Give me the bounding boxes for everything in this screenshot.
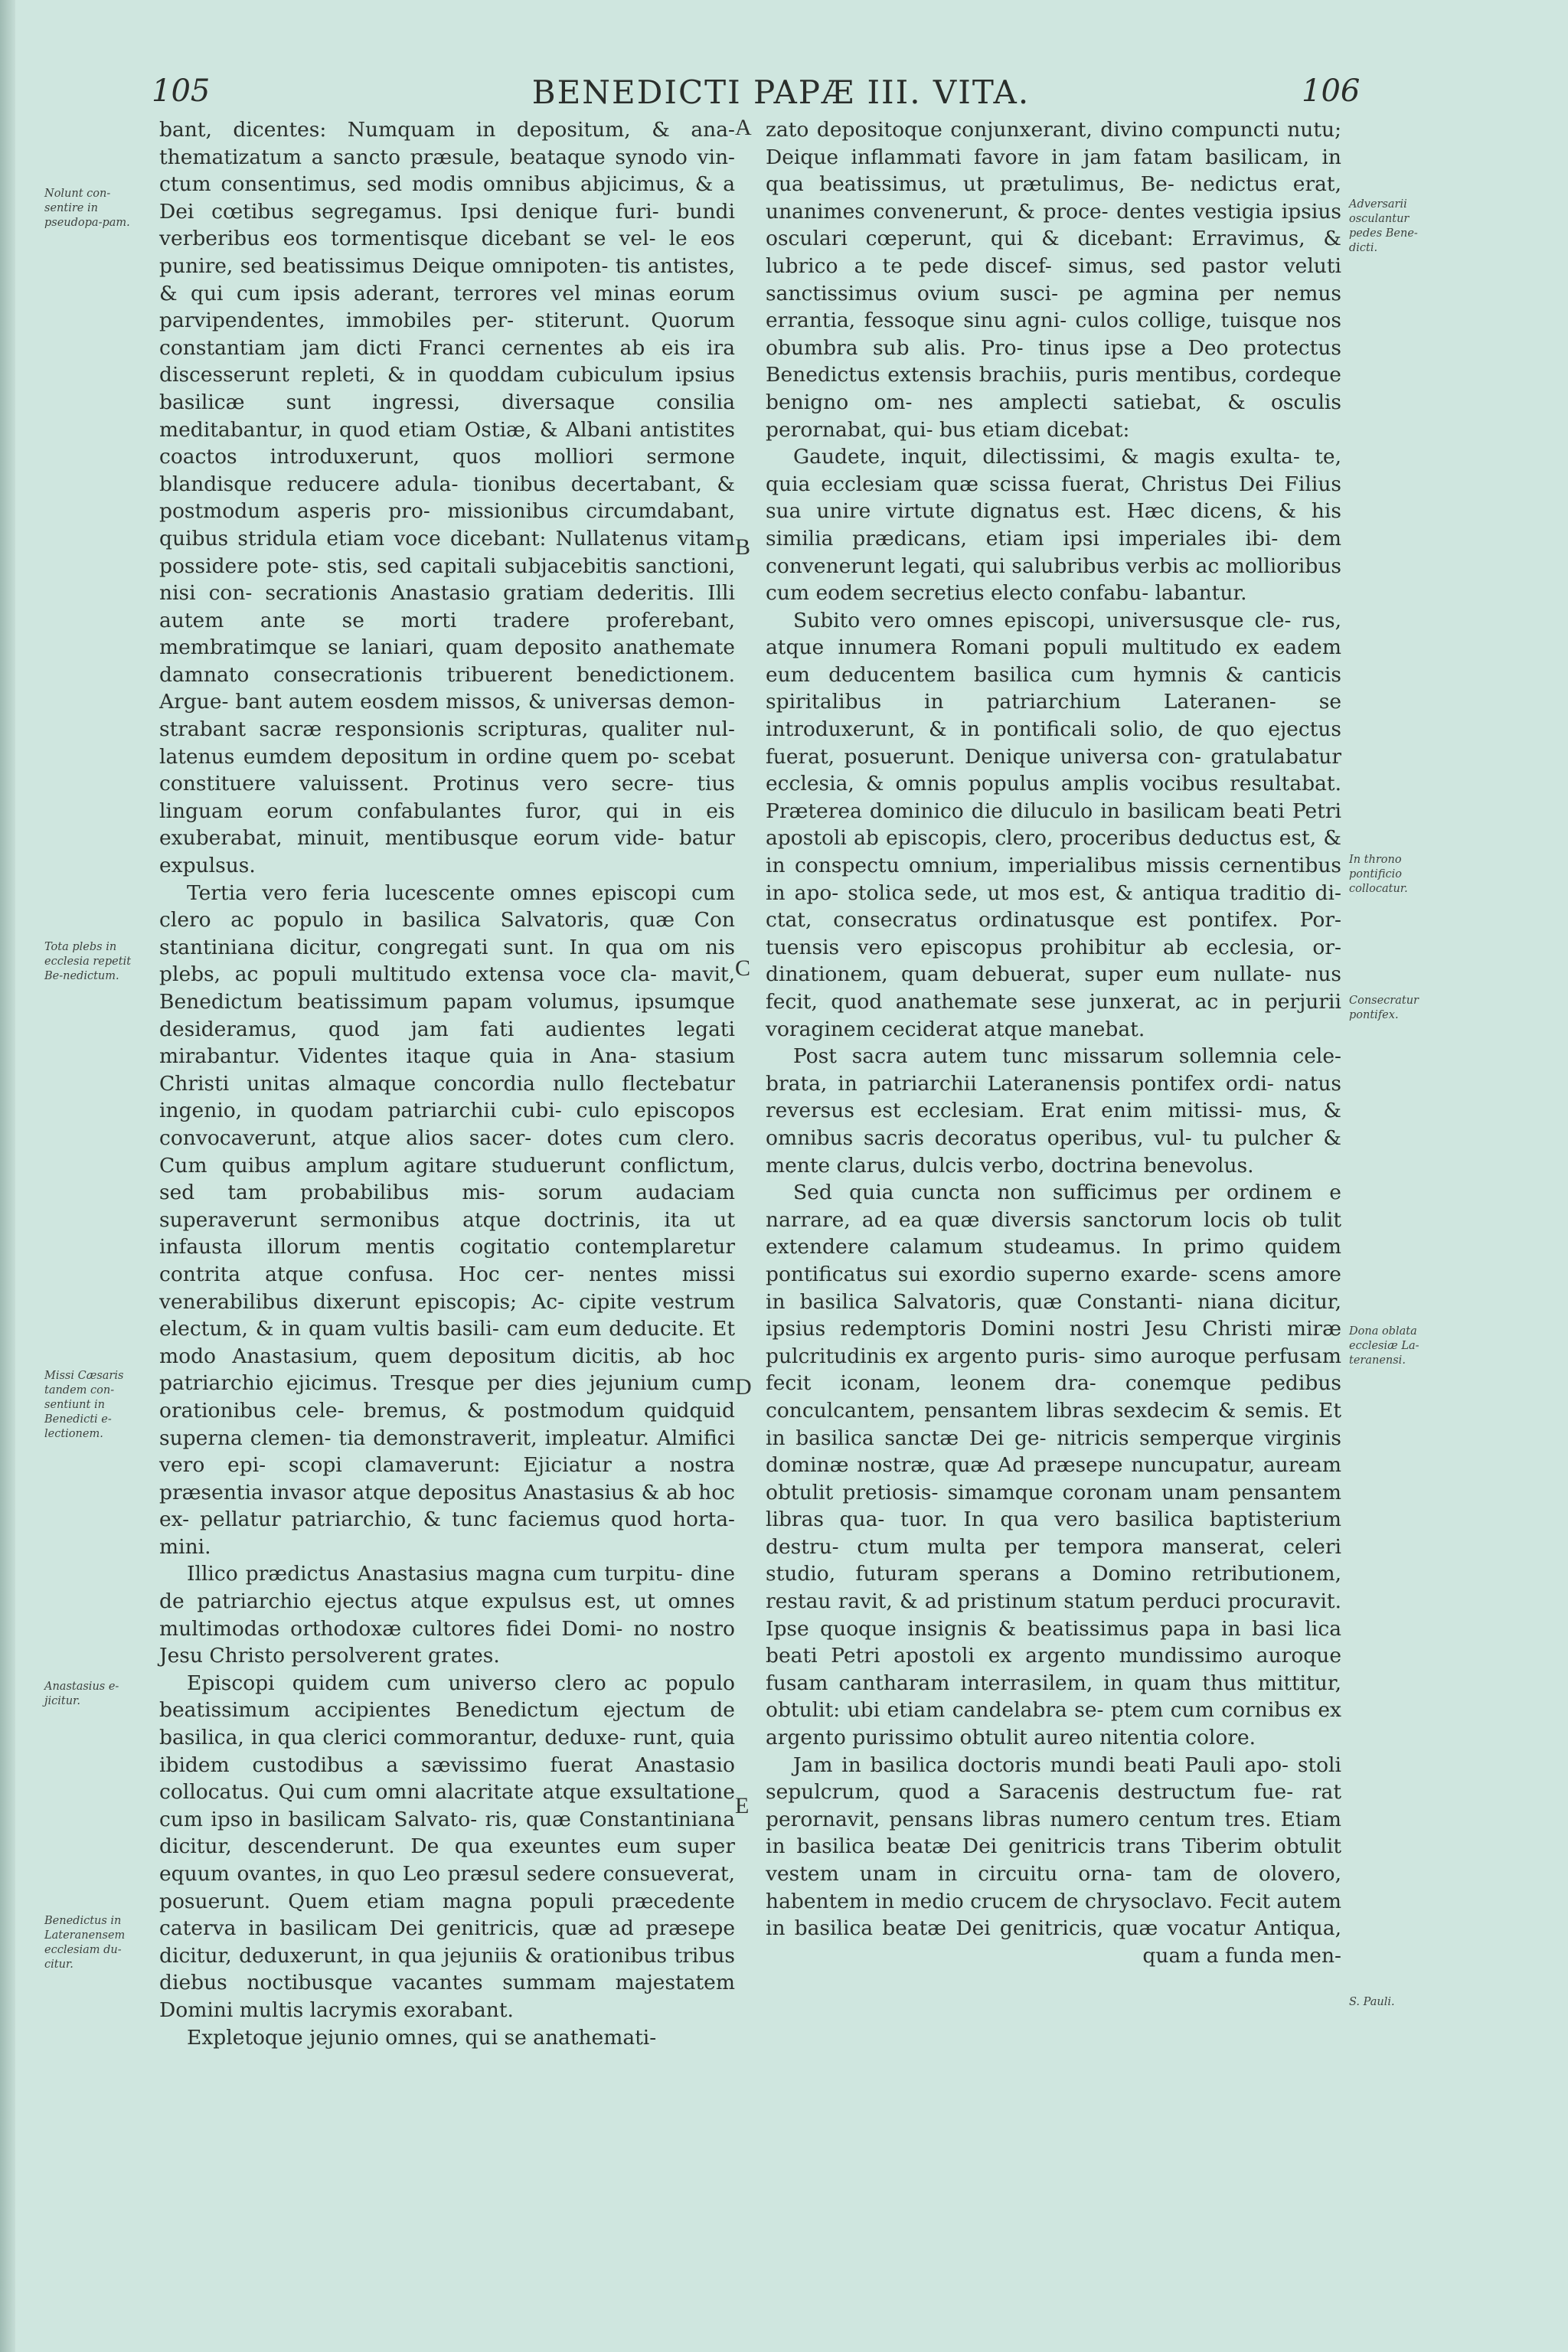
margin-note-left: Nolunt con-sentire in pseudopa-pam. <box>44 188 130 229</box>
section-letter-b: B <box>735 534 751 560</box>
margin-note-right: Dona oblata ecclesiæ La-teranensi. <box>1349 1325 1419 1367</box>
binding-gutter <box>0 0 15 2352</box>
section-letter-a: A <box>735 115 752 140</box>
margin-note-left: Anastasius e-jicitur. <box>44 1681 119 1707</box>
margin-note-right: S. Pauli. <box>1349 1996 1395 2008</box>
paragraph: Post sacra autem tunc missarum sollemnia cele- brata, in patriarchii Lateranensis pontifex ordi- natus reversus est ecclesiam. Erat enim mitissi- mus, & omnibus sacris decoratus operibus, vul- tu pulcher & mente clarus, dulcis verbo, doctrina benevolus. <box>766 1044 1341 1178</box>
section-letter-c: C <box>735 956 751 981</box>
margin-note-right: Consecratur pontifex. <box>1349 995 1419 1021</box>
paragraph: Jam in basilica doctoris mundi beati Pauli apo- stoli sepulcrum, quod a Saracenis destructum fue- rat perornavit, pensans libras numero centum tres. Etiam in basilica beatæ Dei genitricis trans Tiberim obtulit vestem unam in circuitu orna- tam de olovero, habentem in medio crucem de chrysoclavo. Fecit autem in basilica beatæ Dei genitricis, quæ vocatur Antiqua, quam a funda men- <box>766 1753 1341 1968</box>
section-letter-d: D <box>735 1374 752 1400</box>
paragraph: bant, dicentes: Numquam in depositum, & ana- thematizatum a sancto præsule, beataque synodo vin- ctum consentimus, sed modis omnibus abjicimus, & a Dei cœtibus segregamus. Ipsi denique furi- bundi verberibus eos tormentisque dicebant se vel- le eos punire, sed beatissimus Deique omnipoten- tis antistes, & qui cum ipsis aderant, terrores vel minas eorum parvipendentes, immobiles per- stiterunt. Quorum constantiam jam dicti Franci cernentes ab eis ira discesserunt repleti, & in quoddam cubiculum ipsius basilicæ sunt ingressi, diversaque consilia meditabantur, in quod etiam Ostiæ, & Albani antistites coactos introduxerunt, quos molliori sermone blandisque reducere adula- tionibus decertabant, & postmodum asperis pro- missionibus circumdabant, quibus stridula etiam voce dicebant: Nullatenus vitam possidere pote- stis, sed capitali subjacebitis sanctioni, nisi con- secrationis Anastasio gratiam dederitis. Illi autem ante se morti tradere proferebant, membratimque se laniari, quam deposito anathemate damnato consecrationis tribuerent benedictionem. Argue- bant autem eosdem missos, & universas demon- strabant sacræ responsionis scripturas, qualiter nul- latenus eumdem depositum in ordine quem po- scebat constituere valuissent. Protinus vero secre- tius linguam eorum confabulantes furor, qui in eis exuberabat, minuit, mentibusque eorum vide- batur expulsus. <box>159 118 735 878</box>
left-column <box>159 116 735 2051</box>
paragraph: Subito vero omnes episcopi, universusque cle- rus, atque innumera Romani populi multitudo ex eadem eum deducentem basilica cum hymnis & canticis spiritalibus in patriarchium Lateranen- se introduxerunt, & in pontificali solio, de quo ejectus fuerat, posuerunt. Denique universa con- gratulabatur ecclesia, & omnis populus amplis vocibus resultabat. Præterea dominico die diluculo in basilicam beati Petri apostoli ab episcopis, clero, proceribus deductus est, & in conspectu omnium, imperialibus missis cernentibus in apo- stolica sede, ut mos est, & antiqua traditio di- ctat, consecratus ordinatusque est pontifex. Por- tuensis vero episcopus prohibitur ab ecclesia, or- dinationem, quam debuerat, super eum nullate- nus fecit, quod anathemate sese junxerat, ac in perjurii voraginem ceciderat atque manebat. <box>766 608 1341 1041</box>
margin-note-left: Benedictus in Lateranensem ecclesiam du-citur. <box>44 1915 126 1971</box>
paragraph: Gaudete, inquit, dilectissimi, & magis exulta- te, quia ecclesiam quæ scissa fuerat, Christus Dei Filius sua unire virtute dignatus est. Hæc dicens, & his similia prædicans, etiam ipsi imperiales ibi- dem convenerunt legati, qui salubribus verbis ac mollioribus cum eodem secretius electo confabu- labantur. <box>766 445 1341 606</box>
margin-note-right: Adversarii osculantur pedes Bene-dicti. <box>1349 198 1418 254</box>
paragraph: Sed quia cuncta non sufficimus per ordinem e narrare, ad ea quæ diversis sanctorum locis ob tulit extendere calamum studeamus. In primo quidem pontificatus sui exordio superno exarde- scens amore in basilica Salvatoris, quæ Constanti- niana dicitur, ipsius redemptoris Domini nostri Jesu Christi miræ pulcritudinis ex argento puris- simo auroque perfusam fecit iconam, leonem dra- conemque pedibus conculcantem, pensantem libras sexdecim & semis. Et in basilica sanctæ Dei ge- nitricis semperque virginis dominæ nostræ, quæ Ad præsepe nuncupatur, auream obtulit pretiosis- simamque coronam unam pensantem libras qua- tuor. In qua vero basilica baptisterium destru- ctum multa per tempora manserat, celeri studio, futuram sperans a Domino retributionem, restau ravit, & ad pristinum statum perduci procuravit. Ipse quoque insignis & beatissimus papa in basi lica beati Petri apostoli ex argento mundissimo auroque fusam cantharam interrasilem, in quam thus mittitur, obtulit: ubi etiam candelabra se- ptem cum cornibus ex argento purissimo obtulit aureo nitentia colore. <box>766 1181 1341 1750</box>
margin-note-right: In throno pontificio collocatur. <box>1349 854 1408 895</box>
right-column <box>766 116 1341 1969</box>
page-number-left: 105 <box>152 74 211 109</box>
section-letter-e: E <box>735 1793 750 1818</box>
paragraph: Episcopi quidem cum universo clero ac populo beatissimum accipientes Benedictum ejectum de basilica, in qua clerici commorantur, deduxe- runt, quia ibidem custodibus a sævissimo fuerat Anastasio collocatus. Qui cum omni alacritate atque exsultatione cum ipso in basilicam Salvato- ris, quæ Constantiniana dicitur, descenderunt. De qua exeuntes eum super equum ovantes, in quo Leo præsul sedere consueverat, posuerunt. Quem etiam magna populi præcedente caterva in basilicam Dei genitricis, quæ ad præsepe dicitur, deduxerunt, in qua jejuniis & orationibus tribus diebus noctibusque vacantes summam majestatem Domini multis lacrymis exorabant. <box>159 1671 735 2022</box>
page-title: BENEDICTI PAPÆ III. VITA. <box>531 74 1031 111</box>
page-number-right: 106 <box>1302 74 1361 109</box>
paragraph: Tertia vero feria lucescente omnes episcopi cum clero ac populo in basilica Salvatoris, quæ Con stantiniana dicitur, congregati sunt. In qua om nis plebs, ac populi multitudo extensa voce cla- mavit, Benedictum beatissimum papam volumus, ipsumque desideramus, quod jam fati audientes legati mirabantur. Videntes itaque quia in Ana- stasium Christi unitas almaque concordia nullo flectebatur ingenio, in quodam patriarchii cubi- culo episcopos convocaverunt, atque alios sacer- dotes cum clero. Cum quibus amplum agitare studuerunt conflictum, sed tam probabilibus mis- sorum audaciam superaverunt sermonibus atque doctrinis, ita ut infausta illorum mentis cogitatio contemplaretur contrita atque confusa. Hoc cer- nentes missi venerabilibus dixerunt episcopis; Ac- cipite vestrum electum, & in quam vultis basili- cam eum deducite. Et modo Anastasium, quem depositum dicitis, ab hoc patriarchio ejicimus. Tresque per dies jejunium cum orationibus cele- bremus, & postmodum quidquid superna clemen- tia demonstraverit, impleatur. Almifici vero epi- scopi clamaverunt: Ejiciatur a nostra præsentia invasor atque depositus Anastasius & ab hoc ex- pellatur patriarchio, & tunc faciemus quod horta- mini. <box>159 880 735 1559</box>
paragraph: Expletoque jejunio omnes, qui se anathemati- <box>187 2025 657 2050</box>
margin-note-left: Tota plebs in ecclesia repetit Be-nedictum. <box>44 941 132 982</box>
paragraph: Illico prædictus Anastasius magna cum turpitu- dine de patriarchio ejectus atque expulsus est, ut omnes multimodas orthodoxæ cultores fidei Domi- no nostro Jesu Christo persolverent grates. <box>159 1562 735 1668</box>
margin-note-left: Missi Cæsaris tandem con-sentiunt in Benedicti e-lectionem. <box>44 1370 124 1440</box>
paragraph: zato depositoque conjunxerant, divino compuncti nutu; Deique inflammati favore in jam fatam basilicam, in qua beatissimus, ut prætulimus, Be- nedictus erat, unanimes convenerunt, & proce- dentes vestigia ipsius osculari cœperunt, qui & dicebant: Erravimus, & lubrico a te pede discef- simus, sed pastor veluti sanctissimus ovium susci- pe agmina per nemus errantia, fessoque sinu agni- culos collige, tuisque nos obumbra sub alis. Pro- tinus ipse a Deo protectus Benedictus extensis brachiis, puris mentibus, cordeque benigno om- nes amplecti satiebat, & osculis perornabat, qui- bus etiam dicebat: <box>766 118 1341 442</box>
